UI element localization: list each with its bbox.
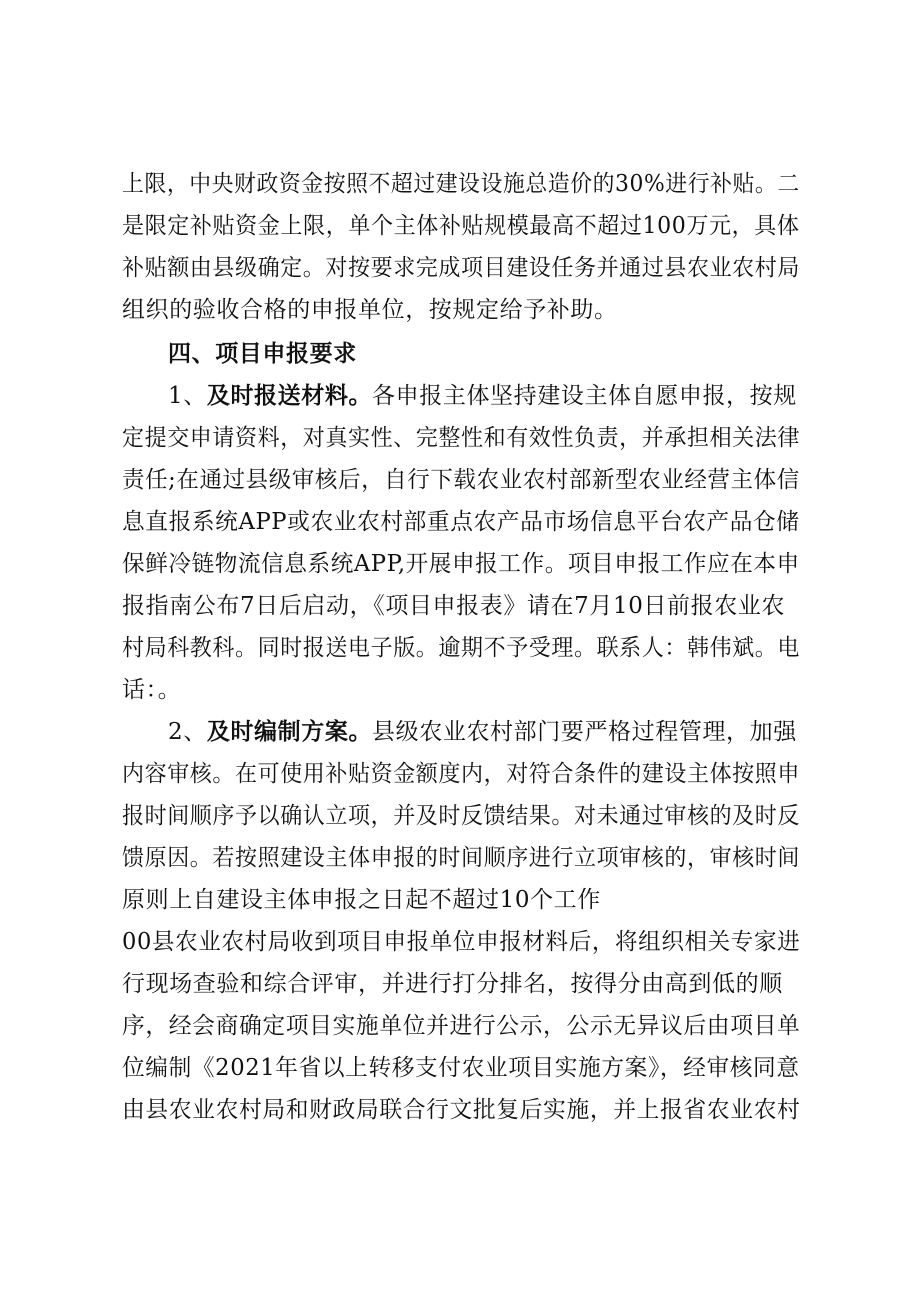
body-line: 话：。 (122, 677, 182, 703)
paragraph-1-lead: 及时报送材料。 (206, 383, 373, 409)
body-line: 补贴额由县级确定。对按要求完成项目建设任务并通过县农业农村局 (122, 255, 800, 281)
body-line: 序，经会商确定项目实施单位并进行公示，公示无异议后由项目单 (122, 1013, 801, 1039)
body-line: 原则上自建设主体申报之日起不超过10个工作 (122, 887, 601, 913)
paragraph-1-number: 1、 (168, 383, 207, 409)
section-heading: 四、项目申报要求 (168, 341, 357, 367)
body-line: 内容审核。在可使用补贴资金额度内，对符合条件的建设主体按照申 (122, 761, 800, 787)
paragraph-2-number: 2、 (168, 719, 207, 745)
body-line: 报时间顺序予以确认立项，并及时反馈结果。对未通过审核的及时反 (122, 803, 800, 829)
body-line: 上限，中央财政资金按照不超过建设设施总造价的30%进行补贴。二 (122, 171, 800, 197)
body-line: 村局科教科。同时报送电子版。逾期不予受理。联系人：韩伟斌。电 (122, 635, 800, 661)
body-line: 报指南公布7日后启动，《项目申报表》请在7月10日前报农业农 (122, 593, 786, 619)
paragraph-1-text: 各申报主体坚持建设主体自愿申报，按规 (372, 383, 797, 409)
paragraph-2-lead: 及时编制方案。 (206, 719, 373, 745)
body-line: 组织的验收合格的申报单位，按规定给予补助。 (122, 297, 618, 323)
body-line: 定提交申请资料，对真实性、完整性和有效性负责，并承担相关法律 (122, 425, 800, 451)
paragraph-1-first-line (168, 381, 797, 411)
paragraph-2-text: 县级农业农村部门要严格过程管理，加强 (372, 719, 797, 745)
body-line: 由县农业农村局和财政局联合行文批复后实施，并上报省农业农村 (122, 1097, 801, 1123)
body-line: 是限定补贴资金上限，单个主体补贴规模最高不超过100万元，具体 (122, 213, 800, 239)
body-line: 保鲜冷链物流信息系统APP,开展申报工作。项目申报工作应在本申 (122, 551, 800, 577)
body-line: 责任;在通过县级审核后，自行下载农业农村部新型农业经营主体信 (122, 467, 800, 493)
body-line: 馈原因。若按照建设主体申报的时间顺序进行立项审核的，审核时间 (122, 845, 800, 871)
body-line: 行现场查验和综合评审，并进行打分排名，按得分由高到低的顺 (122, 971, 783, 997)
paragraph-2-first-line (168, 717, 797, 747)
body-line: 00县农业农村局收到项目申报单位申报材料后，将组织相关专家进 (122, 929, 801, 955)
body-line: 息直报系统APP或农业农村部重点农产品市场信息平台农产品仓储 (122, 509, 800, 535)
body-line: 位编制《2021年省以上转移支付农业项目实施方案》，经审核同意 (122, 1055, 800, 1081)
